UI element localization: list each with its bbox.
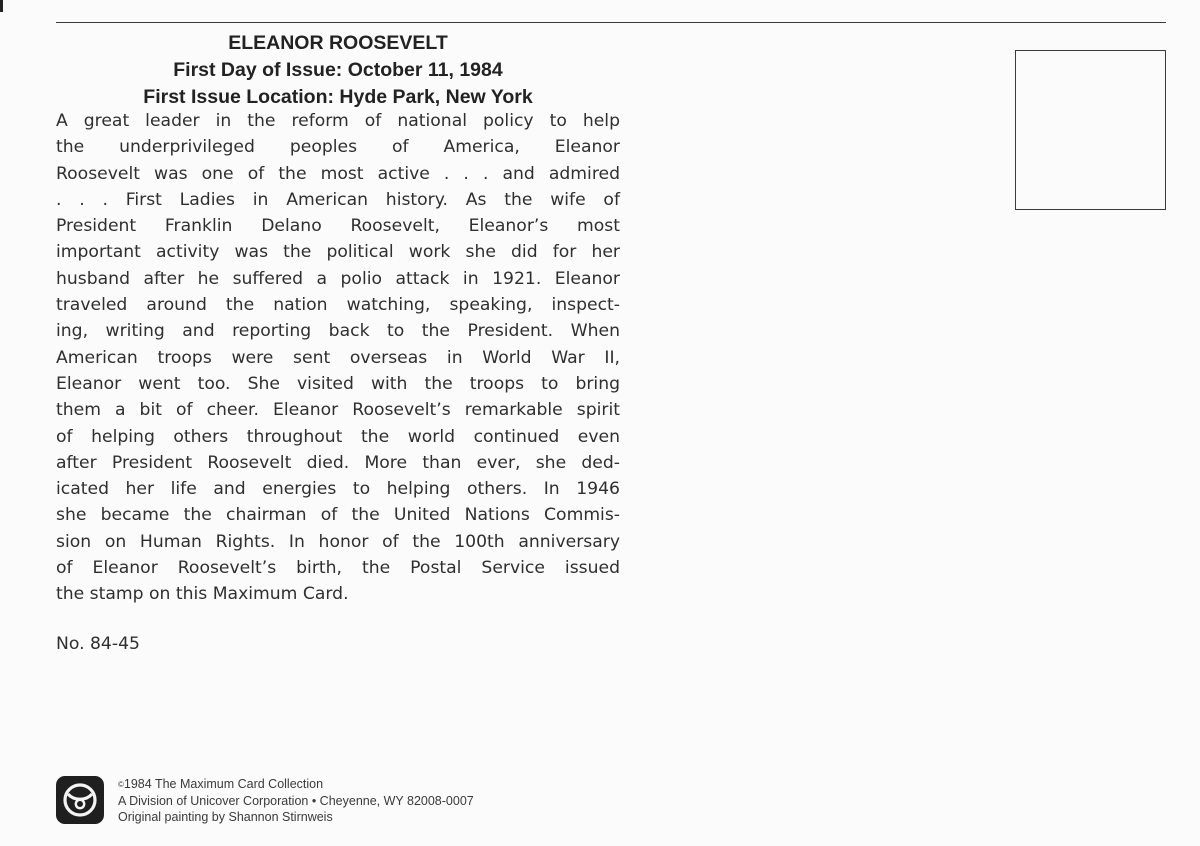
description-line: the stamp on this Maximum Card. [56, 584, 349, 605]
description-line: the underprivileged peoples of America, Eleanor [56, 137, 620, 158]
description-line: . . . First Ladies in American history. As the wife of [56, 189, 620, 210]
description-line: of helping others throughout the world continued even [56, 426, 620, 447]
posthorn-logo-icon [56, 776, 104, 824]
painting-credit: Original painting by Shannon Stirnweis [118, 810, 333, 824]
stamp-placement-box [1015, 50, 1166, 210]
card-header [56, 30, 620, 111]
card-number: No. 84-45 [56, 634, 140, 654]
first-issue-location: First Issue Location: Hyde Park, New York [143, 86, 533, 108]
description-line: Eleanor went too. She visited with the troops to bring [56, 373, 620, 394]
top-rule [56, 22, 1166, 23]
description-line: important activity was the political work she did for her [56, 242, 620, 263]
copyright-symbol: © [118, 780, 124, 789]
first-day-of-issue: First Day of Issue: October 11, 1984 [173, 59, 503, 81]
publisher-footer [118, 776, 474, 826]
description-line: them a bit of cheer. Eleanor Roosevelt’s remarkable spirit [56, 400, 620, 421]
description-line: President Franklin Delano Roosevelt, Eleanor’s most [56, 216, 620, 237]
card-description [56, 108, 620, 608]
description-line: she became the chairman of the United Nations Commis- [56, 505, 620, 526]
description-line: of Eleanor Roosevelt’s birth, the Postal Service issued [56, 558, 620, 579]
description-line: traveled around the nation watching, speaking, inspect- [56, 295, 620, 316]
description-line: sion on Human Rights. In honor of the 100th anniversary [56, 531, 620, 552]
description-line: icated her life and energies to helping others. In 1946 [56, 479, 620, 500]
division-line: A Division of Unicover Corporation • Cheyenne, WY 82008-0007 [118, 793, 474, 808]
copyright-text: 1984 The Maximum Card Collection [123, 777, 324, 791]
description-line: Roosevelt was one of the most active . . . and admired [56, 163, 620, 184]
corner-crop-mark [0, 0, 3, 12]
description-line: American troops were sent overseas in World War II, [56, 347, 620, 368]
description-line: husband after he suffered a polio attack in 1921. Eleanor [56, 268, 620, 289]
description-line: ing, writing and reporting back to the President. When [56, 321, 620, 342]
description-line: A great leader in the reform of national policy to help [56, 111, 620, 131]
copyright-line [118, 776, 474, 793]
description-line: after President Roosevelt died. More than ever, she ded- [56, 452, 620, 473]
card-title: ELEANOR ROOSEVELT [228, 32, 448, 54]
